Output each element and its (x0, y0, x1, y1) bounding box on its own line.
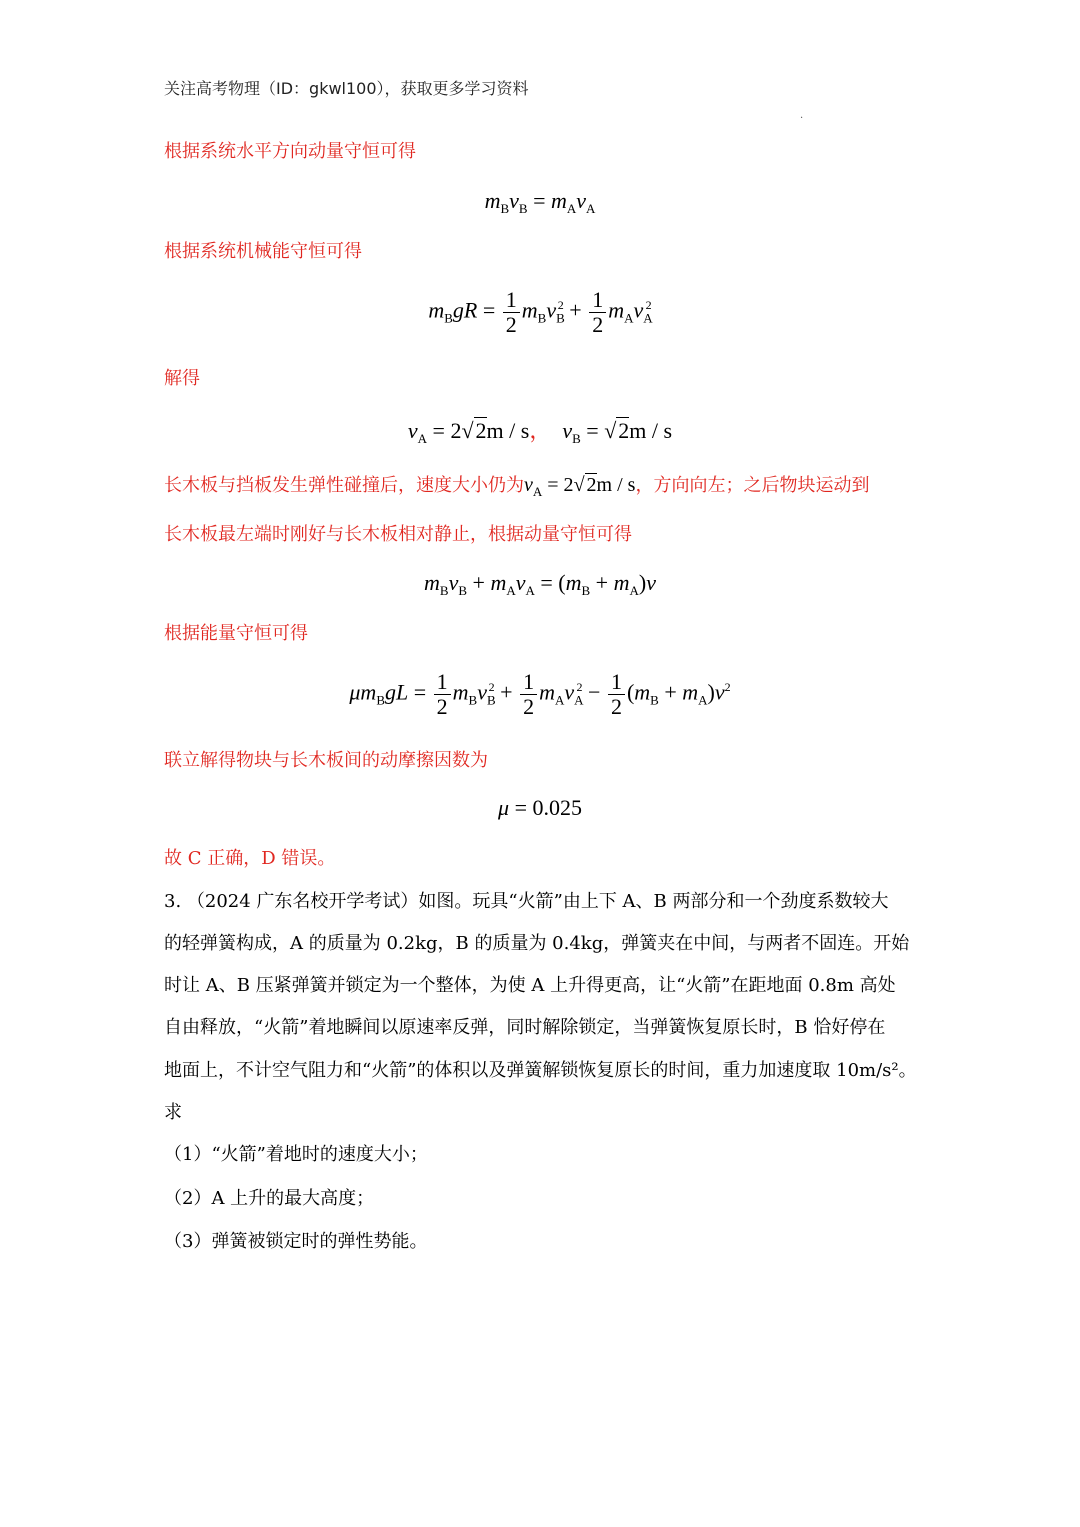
conclusion-line: 故 C 正确，D 错误。 (164, 848, 336, 869)
sub-question-2: （2）A 上升的最大高度； (164, 1188, 375, 1209)
equation-momentum-final: $m_Bv_B + m_Av_A = (m_B + m_A)v$ (424, 570, 656, 598)
page-header: 关注高考物理（ID：gkwl100），获取更多学习资料 (164, 79, 529, 98)
solve-label: 解得 (164, 368, 200, 389)
sub-question-1: （1）“火箭”着地时的速度大小； (164, 1144, 428, 1165)
equation-mu: μ = 0.025 (498, 795, 582, 820)
energy-conservation-label: 根据系统机械能守恒可得 (164, 241, 362, 262)
question-line-1: 3. （2024 广东名校开学考试）如图。玩具“火箭”由上下 A、B 两部分和一个劲度系数较大 (164, 891, 889, 912)
sub-question-3: （3）弹簧被锁定时的弹性势能。 (164, 1231, 428, 1252)
question-line-3: 时让 A、B 压紧弹簧并锁定为一个整体，为使 A 上升得更高，让“火箭”在距地面 0.8m 高处 (164, 975, 896, 996)
question-line-6: 求 (164, 1102, 182, 1123)
equation-velocities: $v_A = 2√2m / s$， $v_B = √2m / s$ (407, 418, 673, 446)
question-line-5: 地面上，不计空气阻力和“火箭”的体积以及弹簧解锁恢复原长的时间，重力加速度取 10m/s²。 (164, 1060, 917, 1081)
mu-value: = 0.025 (514, 795, 582, 820)
collision-text-b: ，方向向左；之后物块运动到 (635, 475, 870, 496)
rest-line: 长木板最左端时刚好与长木板相对静止，根据动量守恒可得 (164, 524, 632, 545)
stray-dot: . (800, 110, 804, 121)
collision-line (164, 472, 924, 505)
momentum-conservation-label: 根据系统水平方向动量守恒可得 (164, 141, 416, 162)
energy-label-2: 根据能量守恒可得 (164, 623, 308, 644)
friction-coefficient-label: 联立解得物块与长木板间的动摩擦因数为 (164, 750, 488, 771)
inline-velocity: $v_A = 2√$ 2m / s (524, 474, 636, 499)
equation-momentum: $m_Bv_B = m_Av_A$ (484, 188, 596, 216)
equation-energy: $m_BgR$ = $\frac{1}{2}$ $m_Bv_B^2$ + $\frac{1}{2}$ $m_Av_A^2$ (428, 287, 653, 337)
equation-energy-friction: $\mu m_BgL$ = $\frac{1}{2}$ $m_Bv_B^2$ + $\frac{1}{2}$ $m_Av_A^2$ − $\frac{1}{2}$ $(m_B + m_A)v^2$ (349, 669, 731, 719)
collision-text-a: 长木板与挡板发生弹性碰撞后，速度大小仍为 (164, 475, 524, 496)
question-line-2: 的轻弹簧构成，A 的质量为 0.2kg，B 的质量为 0.4kg，弹簧夹在中间，与两者不固连。开始 (164, 933, 910, 954)
question-line-4: 自由释放，“火箭”着地瞬间以原速率反弹，同时解除锁定，当弹簧恢复原长时，B 恰好停在 (164, 1017, 886, 1038)
